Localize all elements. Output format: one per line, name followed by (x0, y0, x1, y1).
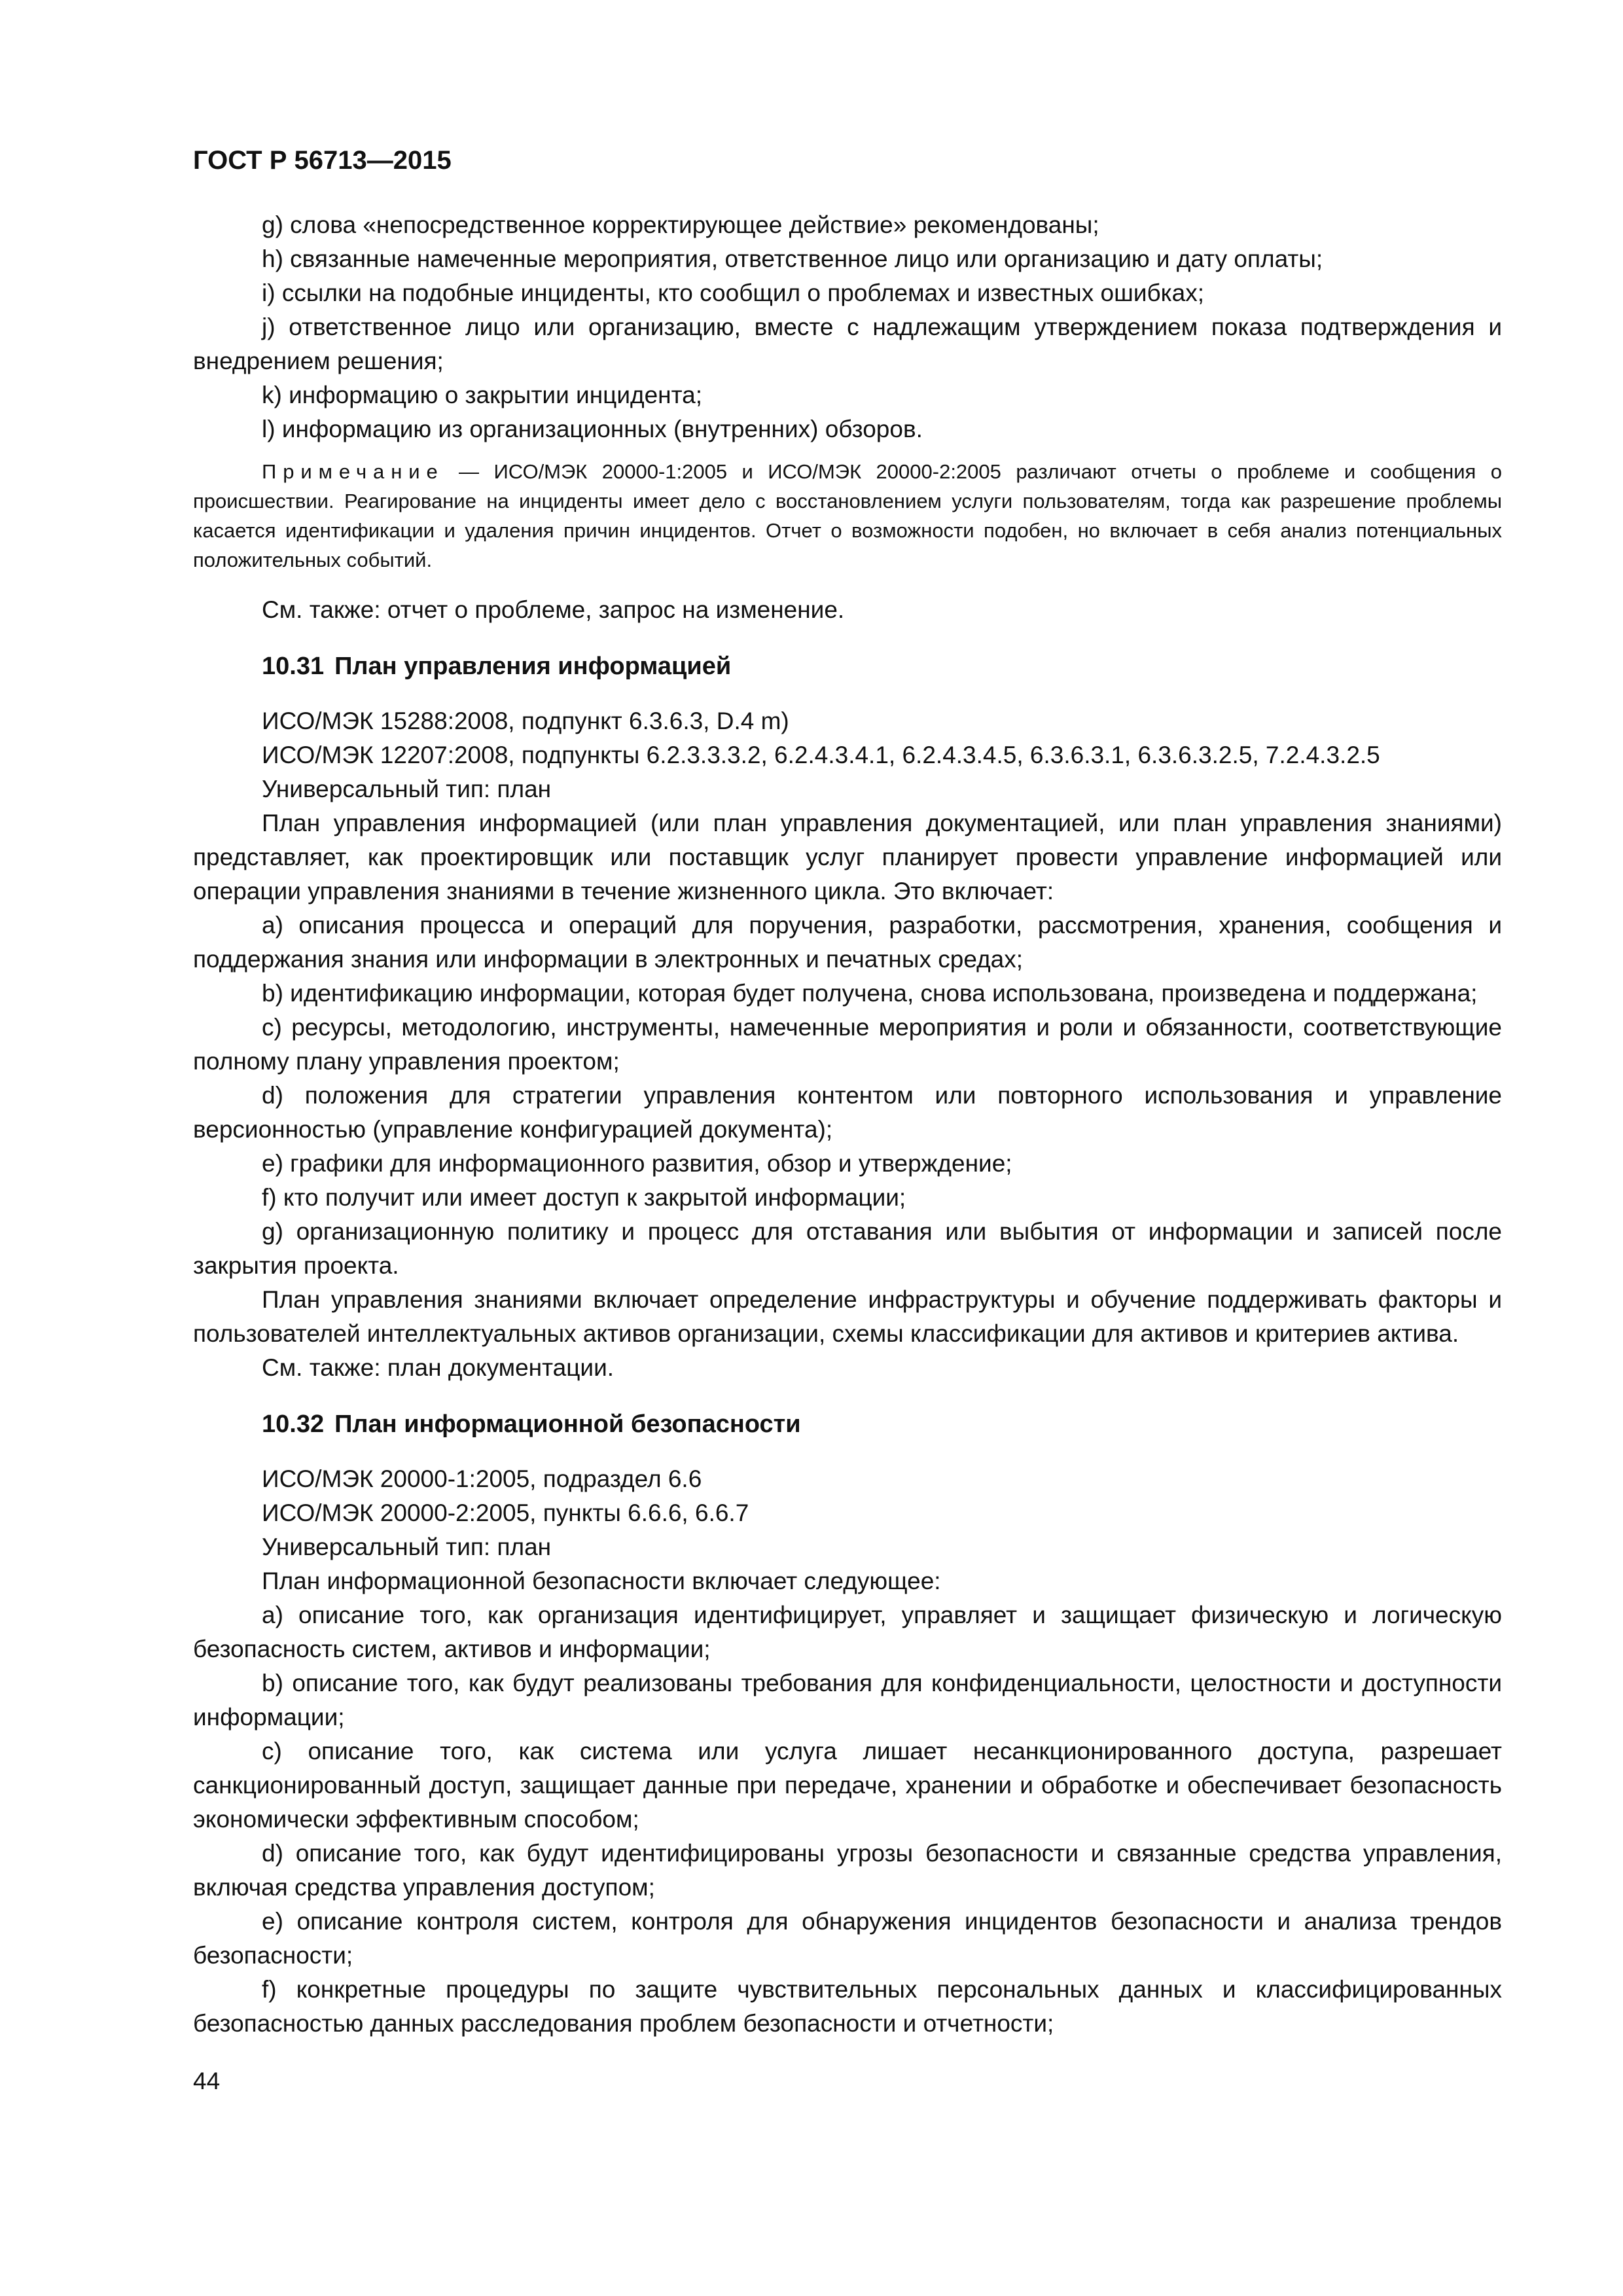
list-item-l: l) информацию из организационных (внутренних) обзоров. (262, 416, 923, 442)
list-item-d: d) положения для стратегии управления контентом или повторного использования и управление версионностью (управление конфигурацией документа); (193, 1082, 1502, 1143)
list-item-e: e) описание контроля систем, контроля для обнаружения инцидентов безопасности и анализа трендов безопасности; (193, 1908, 1502, 1969)
list-item-g: g) слова «непосредственное корректирующее действие» рекомендованы; (262, 211, 1099, 238)
list-item-h: h) связанные намеченные мероприятия, ответственное лицо или организацию и дату оплаты; (262, 245, 1323, 272)
list-item-f: f) конкретные процедуры по защите чувствительных персональных данных и классифицированных безопасностью данных расследования проблем безопасности и отчетности; (193, 1976, 1502, 2037)
list-item-d: d) описание того, как будут идентифицированы угрозы безопасности и связанные средства управления, включая средства управления доступом; (193, 1840, 1502, 1901)
page-number: 44 (193, 2068, 221, 2094)
document-header: ГОСТ Р 56713—2015 (193, 146, 452, 175)
list-item-a: a) описание того, как организация идентифицирует, управляет и защищает физическую и логическую безопасность систем, активов и информации; (193, 1602, 1502, 1662)
section-10-31-ref2: ИСО/МЭК 12207:2008, подпункты 6.2.3.3.3.2, 6.2.4.3.4.1, 6.2.4.3.4.5, 6.3.6.3.1, 6.3.6.3.2.5, 7.2.4.3.2.5 (262, 742, 1380, 768)
section-10-32-ref2: ИСО/МЭК 20000-2:2005, пункты 6.6.6, 6.6.7 (262, 1499, 749, 1526)
section-10-32-intro: План информационной безопасности включает следующее: (262, 1568, 941, 1594)
list-item-k: k) информацию о закрытии инцидента; (262, 382, 702, 408)
list-item-c: c) ресурсы, методологию, инструменты, намеченные мероприятия и роли и обязанности, соответствующие полному плану управления проектом; (193, 1014, 1502, 1075)
section-title-10-31: План управления информацией (334, 653, 732, 680)
list-item-i: i) ссылки на подобные инциденты, кто сообщил о проблемах и известных ошибках; (262, 279, 1205, 306)
list-item-a: a) описания процесса и операций для поручения, разработки, рассмотрения, хранения, сообщения и поддержания знания или информации в электронных и печатных средах; (193, 912, 1502, 973)
list-top (193, 208, 1502, 446)
document-page (193, 144, 1502, 2041)
section-10-31-knowledge: План управления знаниями включает определение инфраструктуры и обучение поддерживать факторы и пользователей интеллектуальных активов организации, схемы классификации для активов и критериев актива. (193, 1286, 1502, 1347)
section-heading-10-32 (193, 1407, 1502, 1441)
list-item-f: f) кто получит или имеет доступ к закрытой информации; (262, 1184, 906, 1211)
section-10-31-see-also: См. также: план документации. (262, 1354, 615, 1381)
list-item-g: g) организационную политику и процесс для отставания или выбытия от информации и записей после закрытия проекта. (193, 1218, 1502, 1279)
section-10-31-type: Универсальный тип: план (262, 776, 552, 802)
note (193, 457, 1502, 575)
section-number-10-31: 10.31 (262, 653, 325, 680)
list-item-b: b) идентификацию информации, которая будет получена, снова использована, произведена и поддержана; (262, 980, 1478, 1007)
section-10-32-ref1: ИСО/МЭК 20000-1:2005, подраздел 6.6 (262, 1465, 702, 1492)
section-10-31-ref1: ИСО/МЭК 15288:2008, подпункт 6.3.6.3, D.4 m) (262, 708, 789, 734)
section-number-10-32: 10.32 (262, 1410, 325, 1438)
list-item-b: b) описание того, как будут реализованы требования для конфиденциальности, целостности и доступности информации; (193, 1670, 1502, 1731)
list-item-c: c) описание того, как система или услуга лишает несанкционированного доступа, разрешает санкционированный доступ, защищает данные при передаче, хранении и обработке и обеспечивает безопасность экономически эффективным способом; (193, 1738, 1502, 1833)
note-label: Примечание (262, 460, 444, 483)
list-item-e: e) графики для информационного развития, обзор и утверждение; (262, 1150, 1012, 1177)
section-10-32-type: Универсальный тип: план (262, 1534, 552, 1560)
section-title-10-32: План информационной безопасности (334, 1410, 801, 1438)
section-10-31-intro: План управления информацией (или план управления документацией, или план управления знаниями) представляет, как проектировщик или поставщик услуг планирует провести управление информацией или операции управления знаниями в течение жизненного цикла. Это включает: (193, 810, 1502, 905)
see-also-1: См. также: отчет о проблеме, запрос на изменение. (262, 596, 845, 623)
note-text: — ИСО/МЭК 20000-1:2005 и ИСО/МЭК 20000-2:2005 различают отчеты о проблеме и сообщения о происшествии. Реагирование на инциденты имеет дело с восстановлением услуги пользователям, тогда как разрешение проблемы касается идентификации и удаления причин инцидентов. Отчет о возможности подобен, но включает в себя анализ потенциальных положительных событий. (193, 460, 1502, 571)
list-item-j: j) ответственное лицо или организацию, вместе с надлежащим утверждением показа подтверждения и внедрением решения; (193, 314, 1502, 374)
section-10-32-body (193, 1462, 1502, 2041)
section-heading-10-31 (193, 649, 1502, 683)
see-also-1-block (193, 593, 1502, 627)
section-10-31-body (193, 704, 1502, 1385)
